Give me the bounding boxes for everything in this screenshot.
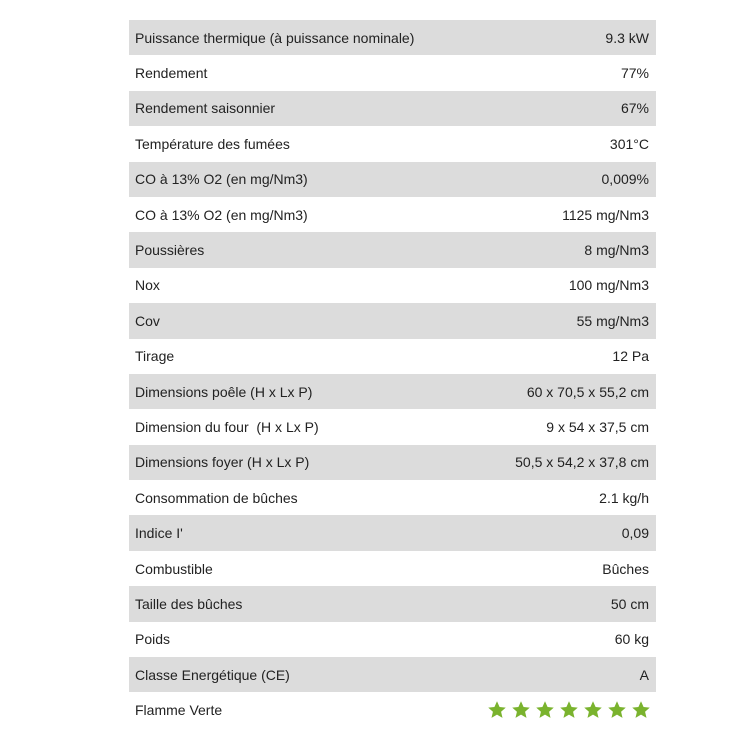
row-label: Combustible <box>135 560 213 577</box>
row-value: 50 cm <box>610 595 649 612</box>
table-row <box>129 622 656 657</box>
table-row <box>129 303 656 338</box>
row-label: Cov <box>135 312 160 329</box>
row-label: Tirage <box>135 348 175 365</box>
table-row <box>129 374 656 409</box>
star-icon <box>487 700 507 720</box>
row-label: Puissance thermique (à puissance nominale) <box>135 29 415 46</box>
table-row <box>129 445 656 480</box>
row-label: Dimensions foyer (H x Lx P) <box>135 454 310 471</box>
row-label: Dimensions poêle (H x Lx P) <box>135 383 313 400</box>
table-row <box>129 268 656 303</box>
table-row <box>129 551 656 586</box>
table-row <box>129 409 656 444</box>
table-row <box>129 162 656 197</box>
row-value: 2.1 kg/h <box>599 489 649 506</box>
row-label: Consommation de bûches <box>135 489 298 506</box>
row-value: A <box>639 666 649 683</box>
table-row <box>129 586 656 621</box>
table-row <box>129 197 656 232</box>
row-value: 1125 mg/Nm3 <box>562 206 649 223</box>
table-row <box>129 20 656 55</box>
row-label: Nox <box>135 277 160 294</box>
row-label: Poids <box>135 631 171 648</box>
star-icon <box>559 700 579 720</box>
flamme-verte-row <box>129 692 656 727</box>
row-label: Taille des bûches <box>135 595 243 612</box>
star-icon <box>607 700 627 720</box>
row-value: Bûches <box>602 560 649 577</box>
row-value: 60 kg <box>614 631 649 648</box>
row-label: Poussières <box>135 242 205 259</box>
row-label: CO à 13% O2 (en mg/Nm3) <box>135 206 308 223</box>
table-row <box>129 232 656 267</box>
row-label: Rendement saisonnier <box>135 100 276 117</box>
row-value: 9.3 kW <box>605 29 649 46</box>
row-value: 77% <box>620 65 649 82</box>
table-row <box>129 91 656 126</box>
table-row <box>129 480 656 515</box>
row-value: 301°C <box>609 135 649 152</box>
star-icon <box>631 700 651 720</box>
row-label: Indice I' <box>135 525 183 542</box>
row-value: 12 Pa <box>612 348 649 365</box>
table-row <box>129 339 656 374</box>
row-label: Dimension du four (H x Lx P) <box>135 418 319 435</box>
row-label: Température des fumées <box>135 135 290 152</box>
row-value: 50,5 x 54,2 x 37,8 cm <box>515 454 649 471</box>
table-row <box>129 55 656 90</box>
row-value: 100 mg/Nm3 <box>568 277 649 294</box>
row-label: Classe Energétique (CE) <box>135 666 290 683</box>
spec-table <box>129 20 656 728</box>
row-label: Rendement <box>135 65 208 82</box>
row-label: CO à 13% O2 (en mg/Nm3) <box>135 171 308 188</box>
row-value: 8 mg/Nm3 <box>584 242 649 259</box>
table-row <box>129 657 656 692</box>
row-value: 60 x 70,5 x 55,2 cm <box>526 383 649 400</box>
table-row <box>129 515 656 550</box>
row-value: 55 mg/Nm3 <box>576 312 649 329</box>
row-value: 9 x 54 x 37,5 cm <box>546 418 649 435</box>
row-value: 0,09 <box>621 525 649 542</box>
flamme-verte-rating <box>487 700 651 720</box>
star-icon <box>583 700 603 720</box>
star-icon <box>535 700 555 720</box>
table-row <box>129 126 656 161</box>
star-icon <box>511 700 531 720</box>
row-value: 0,009% <box>601 171 649 188</box>
flamme-verte-label: Flamme Verte <box>135 702 223 719</box>
row-value: 67% <box>620 100 649 117</box>
